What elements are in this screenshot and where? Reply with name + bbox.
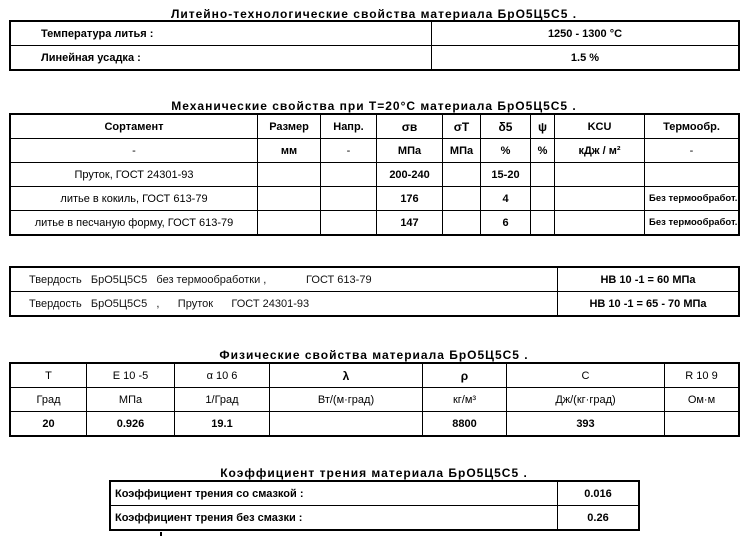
- table-header-row: [11, 364, 739, 388]
- header-cell: ρ: [423, 364, 507, 388]
- table-cell: Пруток, ГОСТ 24301-93: [11, 163, 258, 187]
- table-cell: [321, 163, 377, 187]
- header-cell: σT: [443, 115, 481, 139]
- table-cell: [258, 187, 321, 211]
- table-units-row: [11, 139, 739, 163]
- table-cell: 0.926: [87, 412, 175, 436]
- header-cell: Сортамент: [11, 115, 258, 139]
- unit-cell: МПа: [87, 388, 175, 412]
- table-cell: Без термообработ.: [645, 211, 739, 235]
- header-cell: Термообр.: [645, 115, 739, 139]
- unit-cell: кДж / м²: [555, 139, 645, 163]
- casting-label: Линейная усадка :: [11, 46, 432, 70]
- header-cell: KCU: [555, 115, 645, 139]
- hardness-value: HB 10 -1 = 65 - 70 МПа: [558, 292, 739, 316]
- table-cell: литье в кокиль, ГОСТ 613-79: [11, 187, 258, 211]
- friction-title: Коэффициент трения материала БрО5Ц5С5 .: [220, 466, 528, 480]
- header-cell: Размер: [258, 115, 321, 139]
- casting-label: Температура литья :: [11, 22, 432, 46]
- header-cell: ψ: [531, 115, 555, 139]
- header-cell: α 10 6: [175, 364, 270, 388]
- hardness-value: HB 10 -1 = 60 МПа: [558, 268, 739, 292]
- unit-cell: Град: [11, 388, 87, 412]
- table-cell: [321, 187, 377, 211]
- table-row: [11, 187, 739, 211]
- table-cell: [443, 163, 481, 187]
- table-cell: 176: [377, 187, 443, 211]
- table-header-row: [11, 115, 739, 139]
- table-row: [11, 46, 739, 70]
- unit-cell: Дж/(кг·град): [507, 388, 665, 412]
- stray-mark: [160, 532, 162, 536]
- table-cell: 20: [11, 412, 87, 436]
- table-row: [11, 163, 739, 187]
- header-cell: E 10 -5: [87, 364, 175, 388]
- friction-value: 0.26: [558, 506, 639, 530]
- unit-cell: %: [531, 139, 555, 163]
- table-cell: 393: [507, 412, 665, 436]
- unit-cell: Ом·м: [665, 388, 739, 412]
- unit-cell: МПа: [443, 139, 481, 163]
- unit-cell: -: [11, 139, 258, 163]
- table-cell: [555, 211, 645, 235]
- table-cell: [531, 187, 555, 211]
- unit-cell: -: [321, 139, 377, 163]
- table-cell: [443, 211, 481, 235]
- friction-table: [110, 481, 639, 530]
- header-cell: Напр.: [321, 115, 377, 139]
- table-cell: [555, 163, 645, 187]
- physical-table: [10, 363, 739, 436]
- table-cell: 8800: [423, 412, 507, 436]
- casting-title: Литейно-технологические свойства материала БрО5Ц5С5 .: [170, 7, 578, 21]
- header-cell: σв: [377, 115, 443, 139]
- unit-cell: МПа: [377, 139, 443, 163]
- table-cell: [531, 163, 555, 187]
- unit-cell: мм: [258, 139, 321, 163]
- table-cell: 15-20: [481, 163, 531, 187]
- physical-title: Физические свойства материала БрО5Ц5С5 .: [219, 348, 529, 362]
- table-cell: Без термообработ.: [645, 187, 739, 211]
- header-cell: C: [507, 364, 665, 388]
- table-row: [11, 412, 739, 436]
- table-row: [111, 482, 639, 506]
- unit-cell: Вт/(м·град): [270, 388, 423, 412]
- table-cell: литье в песчаную форму, ГОСТ 613-79: [11, 211, 258, 235]
- table-row: [11, 22, 739, 46]
- table-cell: [443, 187, 481, 211]
- header-cell: R 10 9: [665, 364, 739, 388]
- casting-table: [10, 21, 739, 70]
- table-cell: 6: [481, 211, 531, 235]
- table-row: [11, 211, 739, 235]
- unit-cell: %: [481, 139, 531, 163]
- table-units-row: [11, 388, 739, 412]
- table-cell: [270, 412, 423, 436]
- mechanical-title: Механические свойства при T=20°C материала БрО5Ц5С5 .: [171, 99, 577, 113]
- table-row: [111, 506, 639, 530]
- hardness-label: Твердость БрО5Ц5С5 без термообработки , ГОСТ 613-79: [11, 268, 558, 292]
- table-cell: [555, 187, 645, 211]
- table-cell: 4: [481, 187, 531, 211]
- unit-cell: кг/м³: [423, 388, 507, 412]
- friction-label: Коэффициент трения со смазкой :: [111, 482, 558, 506]
- header-cell: δ5: [481, 115, 531, 139]
- table-cell: 19.1: [175, 412, 270, 436]
- unit-cell: -: [645, 139, 739, 163]
- table-cell: [258, 163, 321, 187]
- table-cell: 200-240: [377, 163, 443, 187]
- table-cell: [645, 163, 739, 187]
- hardness-table: [10, 267, 739, 316]
- casting-value: 1.5 %: [432, 46, 739, 70]
- table-cell: 147: [377, 211, 443, 235]
- casting-value: 1250 - 1300 °C: [432, 22, 739, 46]
- table-cell: [321, 211, 377, 235]
- header-cell: T: [11, 364, 87, 388]
- table-row: [11, 292, 739, 316]
- table-row: [11, 268, 739, 292]
- hardness-label: Твердость БрО5Ц5С5 , Пруток ГОСТ 24301-93: [11, 292, 558, 316]
- unit-cell: 1/Град: [175, 388, 270, 412]
- table-cell: [531, 211, 555, 235]
- mechanical-table: [10, 114, 739, 235]
- friction-value: 0.016: [558, 482, 639, 506]
- friction-label: Коэффициент трения без смазки :: [111, 506, 558, 530]
- header-cell: λ: [270, 364, 423, 388]
- table-cell: [258, 211, 321, 235]
- table-cell: [665, 412, 739, 436]
